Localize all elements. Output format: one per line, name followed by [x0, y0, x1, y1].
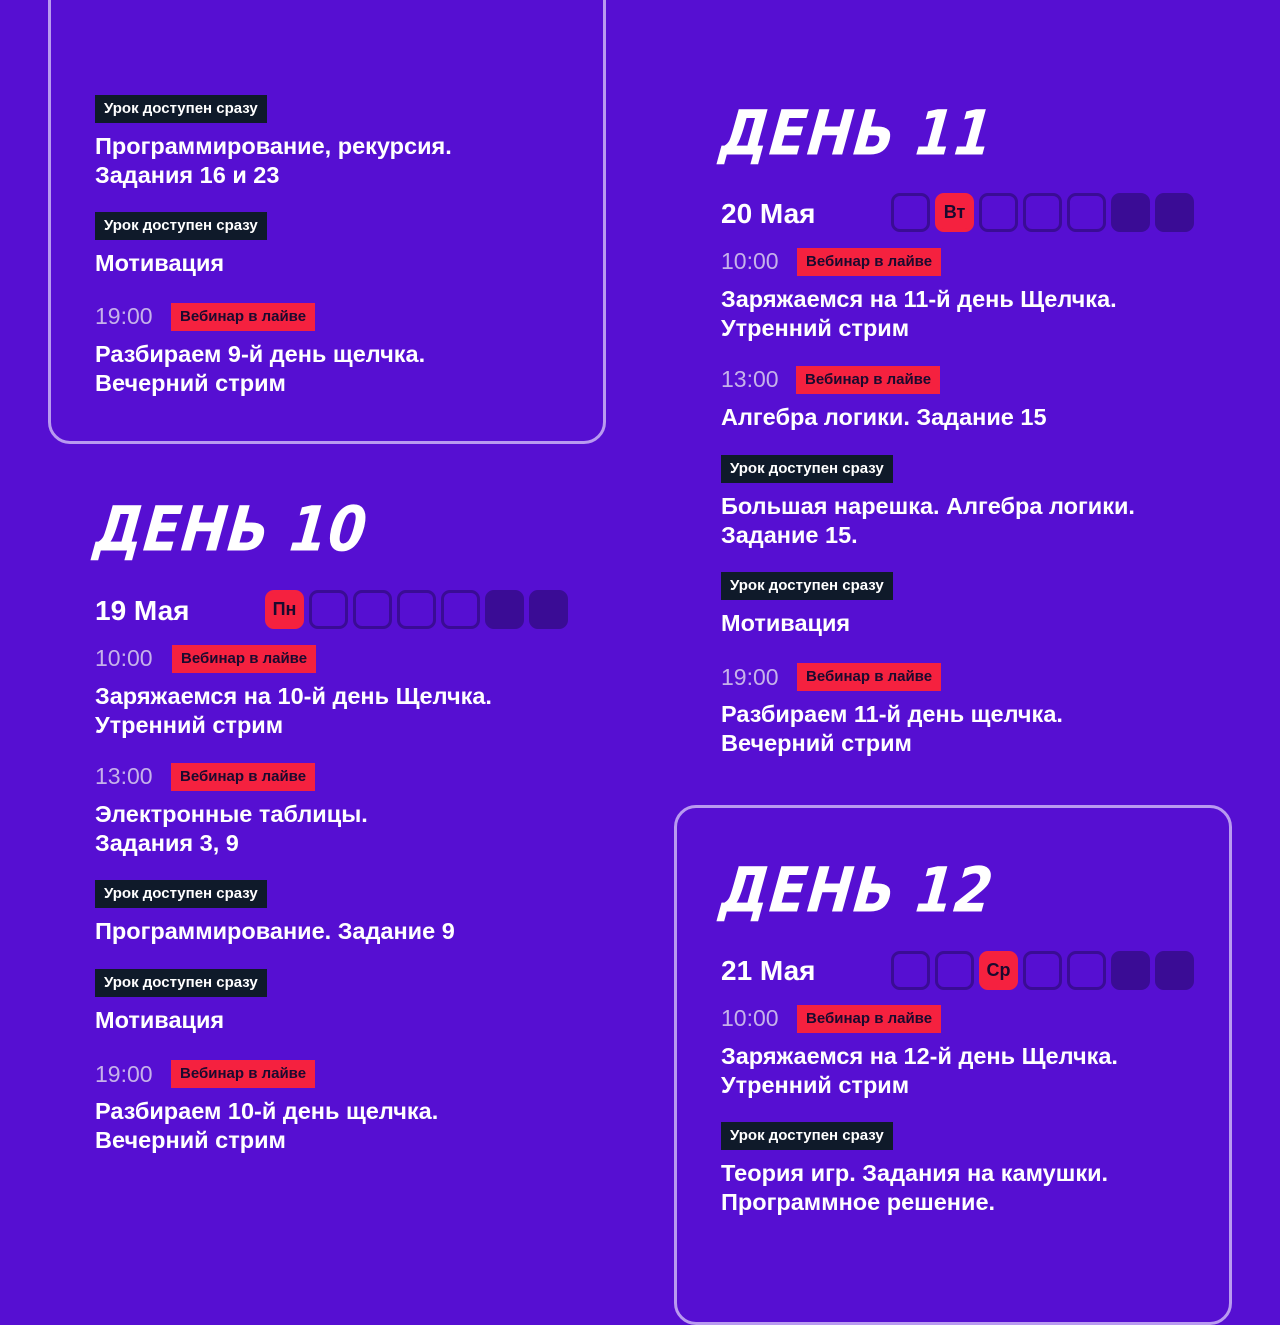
available-badge: Урок доступен сразу	[721, 455, 893, 483]
live-badge: Вебинар в лайве	[171, 1060, 315, 1088]
weekday-thu	[397, 590, 436, 629]
lesson-time: 10:00	[721, 248, 779, 274]
lesson-title: Заряжаемся на 11-й день Щелчка. Утренний стрим	[721, 286, 1117, 341]
weekday-sun	[1155, 951, 1194, 990]
lesson-time: 13:00	[95, 763, 153, 789]
weekday-thu	[1023, 951, 1062, 990]
available-badge: Урок доступен сразу	[95, 969, 267, 997]
lesson-title: Теория игр. Задания на камушки. Программное решение.	[721, 1160, 1109, 1215]
lesson-title: Программирование. Задание 9	[95, 918, 455, 944]
lesson-time: 13:00	[721, 366, 779, 392]
lesson-title: Разбираем 10-й день щелчка. Вечерний стрим	[95, 1098, 439, 1153]
lesson-title: Мотивация	[95, 1007, 225, 1033]
lesson-title: Мотивация	[95, 250, 225, 276]
lesson-time: 10:00	[721, 1005, 779, 1031]
lesson-title: Большая нарешка. Алгебра логики. Задание 15.	[721, 493, 1135, 548]
day10-week-strip	[265, 590, 568, 629]
lesson-title: Электронные таблицы. Задания 3, 9	[95, 801, 368, 856]
weekday-tue	[309, 590, 348, 629]
lesson-title: Заряжаемся на 10-й день Щелчка. Утренний стрим	[95, 683, 492, 738]
day11-title: ДЕНЬ 11	[717, 97, 998, 170]
weekday-sat	[485, 590, 524, 629]
day12-title: ДЕНЬ 12	[717, 854, 998, 927]
day10-title: ДЕНЬ 10	[91, 493, 372, 566]
live-badge: Вебинар в лайве	[172, 645, 316, 673]
weekday-wed: Ср	[979, 951, 1018, 990]
lesson-time: 19:00	[721, 664, 779, 690]
weekday-sat	[1111, 951, 1150, 990]
weekday-mon	[891, 193, 930, 232]
weekday-thu	[1023, 193, 1062, 232]
lesson-title: Алгебра логики. Задание 15	[721, 404, 1047, 430]
weekday-sun	[1155, 193, 1194, 232]
live-badge: Вебинар в лайве	[171, 303, 315, 331]
day11-week-strip	[891, 193, 1194, 232]
lesson-time: 19:00	[95, 1061, 153, 1087]
weekday-fri	[1067, 951, 1106, 990]
available-badge: Урок доступен сразу	[95, 95, 267, 123]
available-badge: Урок доступен сразу	[721, 572, 893, 600]
weekday-wed	[353, 590, 392, 629]
weekday-tue	[935, 951, 974, 990]
weekday-fri	[441, 590, 480, 629]
weekday-fri	[1067, 193, 1106, 232]
live-badge: Вебинар в лайве	[796, 366, 940, 394]
weekday-wed	[979, 193, 1018, 232]
lesson-title: Программирование, рекурсия. Задания 16 и 23	[95, 133, 452, 188]
weekday-sun	[529, 590, 568, 629]
lesson-time: 10:00	[95, 645, 153, 671]
day11-date: 20 Мая	[721, 198, 816, 229]
weekday-tue: Вт	[935, 193, 974, 232]
lesson-title: Мотивация	[721, 610, 851, 636]
lesson-title: Заряжаемся на 12-й день Щелчка. Утренний стрим	[721, 1043, 1118, 1098]
available-badge: Урок доступен сразу	[95, 212, 267, 240]
weekday-mon	[891, 951, 930, 990]
lesson-title: Разбираем 9-й день щелчка. Вечерний стрим	[95, 341, 426, 396]
day12-date: 21 Мая	[721, 955, 816, 986]
weekday-sat	[1111, 193, 1150, 232]
live-badge: Вебинар в лайве	[171, 763, 315, 791]
live-badge: Вебинар в лайве	[797, 1005, 941, 1033]
lesson-title: Разбираем 11-й день щелчка. Вечерний стрим	[721, 701, 1063, 756]
lesson-time: 19:00	[95, 303, 153, 329]
weekday-mon: Пн	[265, 590, 304, 629]
available-badge: Урок доступен сразу	[721, 1122, 893, 1150]
day10-date: 19 Мая	[95, 595, 190, 626]
available-badge: Урок доступен сразу	[95, 880, 267, 908]
live-badge: Вебинар в лайве	[797, 663, 941, 691]
day12-week-strip	[891, 951, 1194, 990]
live-badge: Вебинар в лайве	[797, 248, 941, 276]
